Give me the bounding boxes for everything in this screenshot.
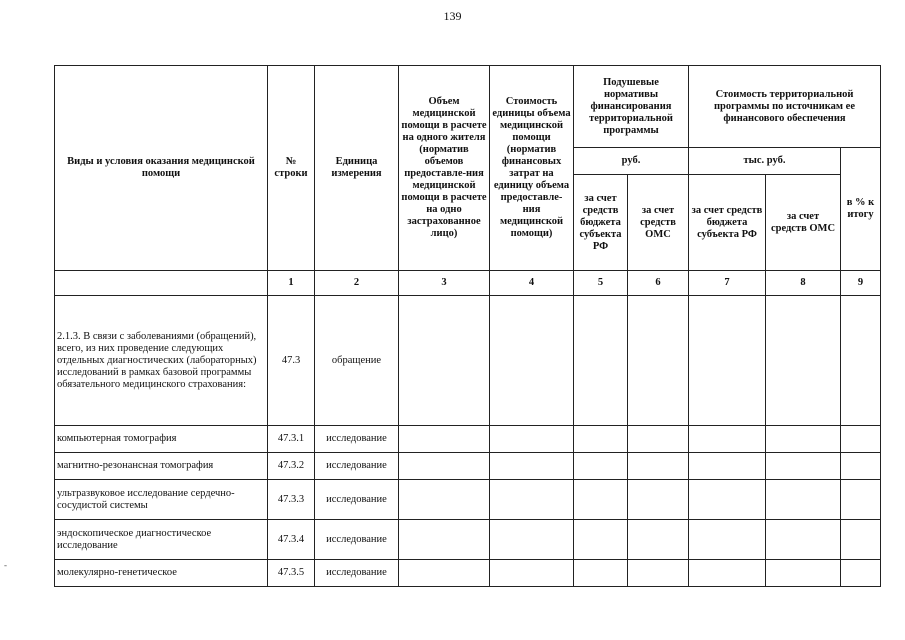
- header-unit: Единица измерения: [315, 66, 399, 271]
- row-name: 2.1.3. В связи с заболеваниями (обращений), всего, из них проведение следующих отдельных диагностических (лабораторных) исследований в рамках базовой программы обязательного медицинского страхования:: [55, 296, 268, 426]
- row-unit: исследование: [315, 560, 399, 587]
- table-row: [55, 480, 881, 520]
- cell-empty: [574, 426, 628, 453]
- cell-empty: [490, 426, 574, 453]
- row-name: молекулярно-генетическое: [55, 560, 268, 587]
- header-percent: в % к итогу: [841, 148, 881, 271]
- header-oms-rub: за счет средств ОМС: [628, 175, 689, 271]
- cell-empty: [841, 560, 881, 587]
- column-number: 2: [315, 271, 399, 296]
- cell-empty: [399, 560, 490, 587]
- cell-empty: [628, 480, 689, 520]
- column-number: 4: [490, 271, 574, 296]
- header-name: Виды и условия оказания медицинской помощи: [55, 66, 268, 271]
- column-number-empty: [55, 271, 268, 296]
- table-row: [55, 520, 881, 560]
- cell-empty: [628, 426, 689, 453]
- cell-empty: [490, 296, 574, 426]
- table-row: [55, 453, 881, 480]
- row-code: 47.3: [268, 296, 315, 426]
- cell-empty: [689, 426, 766, 453]
- row-unit: исследование: [315, 480, 399, 520]
- cell-empty: [399, 296, 490, 426]
- header-cost: Стоимость единицы объема медицинской помощи (норматив финансовых затрат на единицу объема предоставле-ния медицинской помощи): [490, 66, 574, 271]
- cell-empty: [766, 296, 841, 426]
- header-rub: руб.: [574, 148, 689, 175]
- header-budget-thousand: за счет средств бюджета субъекта РФ: [689, 175, 766, 271]
- page-number: 139: [443, 9, 462, 23]
- column-number: 7: [689, 271, 766, 296]
- column-number: 9: [841, 271, 881, 296]
- cell-empty: [766, 520, 841, 560]
- header-volume: Объем медицинской помощи в расчете на одного жителя (норматив объемов предоставле-ния медицинской помощи в расчете на одно застрахованное лицо): [399, 66, 490, 271]
- cell-empty: [766, 480, 841, 520]
- header-row-1: [55, 66, 881, 148]
- cell-empty: [841, 426, 881, 453]
- cell-empty: [574, 480, 628, 520]
- cell-empty: [490, 480, 574, 520]
- cell-empty: [766, 426, 841, 453]
- header-thousand-rub: тыс. руб.: [689, 148, 841, 175]
- row-unit: исследование: [315, 453, 399, 480]
- row-code: 47.3.5: [268, 560, 315, 587]
- header-budget-rub: за счет средств бюджета субъекта РФ: [574, 175, 628, 271]
- column-number-row: [55, 271, 881, 296]
- cell-empty: [841, 480, 881, 520]
- column-number: 8: [766, 271, 841, 296]
- cell-empty: [628, 560, 689, 587]
- cell-empty: [841, 520, 881, 560]
- cell-empty: [628, 453, 689, 480]
- column-number: 1: [268, 271, 315, 296]
- financing-table: [54, 65, 881, 587]
- cell-empty: [399, 520, 490, 560]
- row-code: 47.3.1: [268, 426, 315, 453]
- cell-empty: [574, 520, 628, 560]
- row-unit: исследование: [315, 520, 399, 560]
- cell-empty: [399, 453, 490, 480]
- header-sources: Стоимость территориальной программы по источникам ее финансового обеспечения: [689, 66, 881, 148]
- cell-empty: [490, 453, 574, 480]
- row-name: магнитно-резонансная томография: [55, 453, 268, 480]
- cell-empty: [841, 453, 881, 480]
- column-number: 3: [399, 271, 490, 296]
- column-number: 5: [574, 271, 628, 296]
- cell-empty: [574, 453, 628, 480]
- header-oms-thousand: за счет средств ОМС: [766, 175, 841, 271]
- cell-empty: [689, 480, 766, 520]
- row-name: компьютерная томография: [55, 426, 268, 453]
- table-row: [55, 560, 881, 587]
- cell-empty: [841, 296, 881, 426]
- row-code: 47.3.4: [268, 520, 315, 560]
- cell-empty: [689, 296, 766, 426]
- table-row: [55, 296, 881, 426]
- cell-empty: [689, 560, 766, 587]
- cell-empty: [574, 296, 628, 426]
- header-per-capita: Подушевые нормативы финансирования территориальной программы: [574, 66, 689, 148]
- cell-empty: [399, 480, 490, 520]
- cell-empty: [766, 453, 841, 480]
- scan-mark: -: [4, 560, 7, 570]
- cell-empty: [399, 426, 490, 453]
- row-name: эндоскопическое диагностическое исследование: [55, 520, 268, 560]
- row-unit: обращение: [315, 296, 399, 426]
- table-row: [55, 426, 881, 453]
- cell-empty: [689, 453, 766, 480]
- cell-empty: [490, 560, 574, 587]
- row-code: 47.3.3: [268, 480, 315, 520]
- row-code: 47.3.2: [268, 453, 315, 480]
- cell-empty: [628, 296, 689, 426]
- cell-empty: [574, 560, 628, 587]
- cell-empty: [628, 520, 689, 560]
- row-unit: исследование: [315, 426, 399, 453]
- cell-empty: [689, 520, 766, 560]
- cell-empty: [490, 520, 574, 560]
- column-number: 6: [628, 271, 689, 296]
- row-name: ультразвуковое исследование сердечно-сосудистой системы: [55, 480, 268, 520]
- cell-empty: [766, 560, 841, 587]
- header-row-number: № строки: [268, 66, 315, 271]
